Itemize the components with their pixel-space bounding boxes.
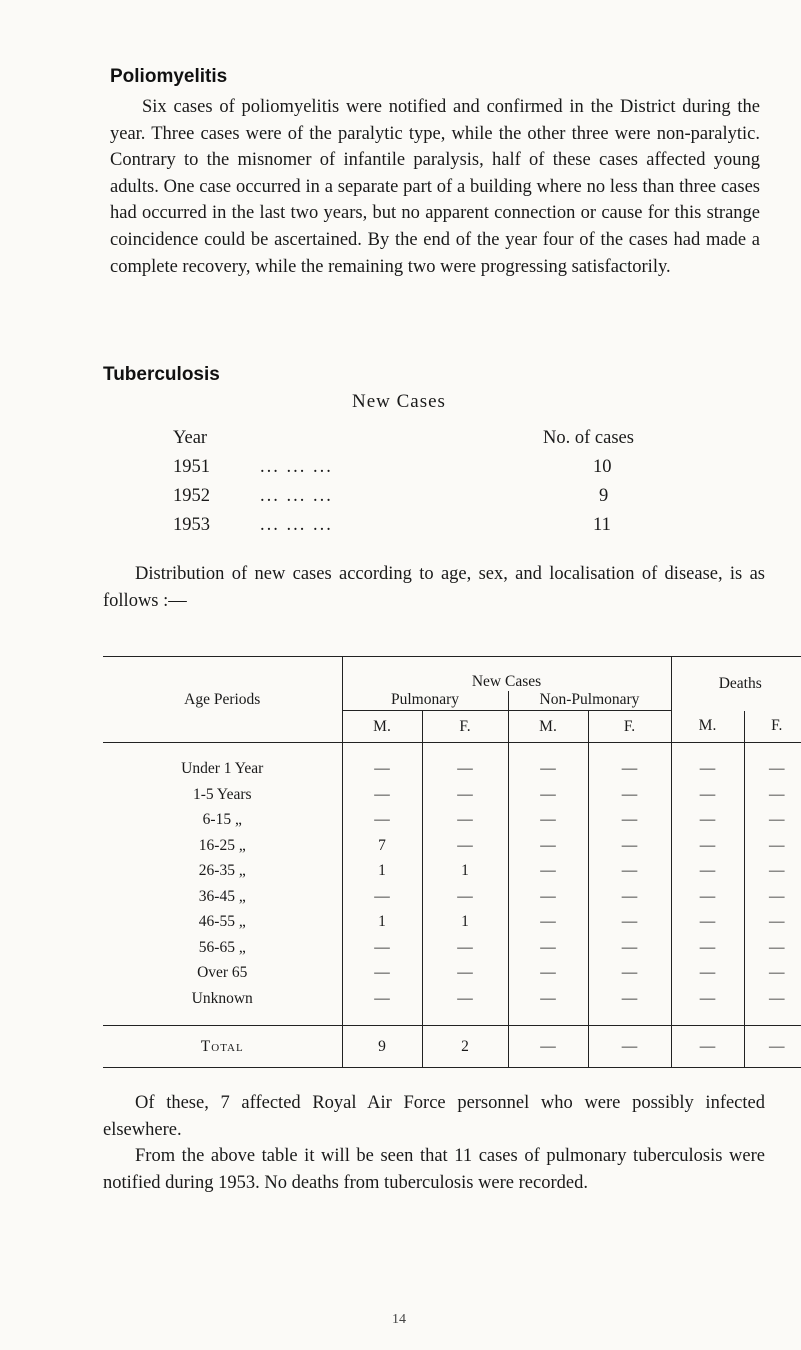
table-cell: — [744,757,801,783]
table-cell: — [374,887,390,905]
polio-paragraph: Six cases of poliomyelitis were notified and confirmed in the District during the year. Three cases were of the paralytic type, while the other three were non-paralytic. Contrary to the misnomer of infantile paralysis, half of these cases affected young adults. One case occurred in a separate part of a building where no less than three cases had occurred in the last two years, but no apparent connection or cause for this strange coincidence could be ascertained. By the end of the year four of the cases had made a complete recovery, while the remaining two were progressing satisfactorily. [110,97,760,277]
table-cell: — [744,986,801,1012]
tuberculosis-table [103,656,801,1068]
year-row [173,515,633,536]
table-cell: — [588,961,671,987]
total-row [103,1026,801,1068]
year-row [173,457,633,478]
table-cell: — [374,964,390,982]
table-cell: — [744,833,801,859]
table-cell: — [588,808,671,834]
table-cell: 1 [378,862,386,880]
table-cell: 1 [378,913,386,931]
table-cell: — [588,986,671,1012]
deaths-m-header: M. [671,711,744,743]
leader-dots: ... ... ... [260,486,333,506]
table-cell: — [671,986,744,1012]
deaths-header: Deaths [671,657,801,711]
year-header: Year [173,428,208,448]
table-cell: — [744,808,801,834]
table-row [103,910,801,936]
leader-dots: ... ... ... [260,515,333,535]
table-cell: — [374,760,390,778]
table-row [103,808,801,834]
table-cell: 1 [422,910,508,936]
table-cell: — [588,757,671,783]
table-cell: — [671,935,744,961]
year-value: 1952 [173,486,210,506]
table-cell: — [508,910,588,936]
table-cell: — [588,859,671,885]
non-pulmonary-m-header: M. [508,711,588,743]
new-cases-title: New Cases [352,391,446,412]
closing-paragraph-1: Of these, 7 affected Royal Air Force personnel who were possibly infected elsewhere. [103,1093,765,1140]
non-pulmonary-header: Non-Pulmonary [508,691,671,711]
total-cell: 2 [422,1026,508,1068]
table-cell: — [374,938,390,956]
page-number: 14 [392,1312,406,1327]
table-cell: — [508,833,588,859]
table-cell: — [744,961,801,987]
table-cell: — [422,833,508,859]
total-cell: — [508,1026,588,1068]
table-cell: — [671,884,744,910]
table-cell: — [744,884,801,910]
table-cell: — [508,808,588,834]
table-cell: — [588,935,671,961]
tb-heading: Tuberculosis [103,364,220,385]
age-period-cell: 46-55 „ [103,910,342,936]
closing-paragraph-2: From the above table it will be seen that 11 cases of pulmonary tuberculosis were notified during 1953. No deaths from tuberculosis were recorded. [103,1146,765,1193]
total-cell: — [744,1026,801,1068]
table-cell: — [508,859,588,885]
total-cell: — [588,1026,671,1068]
distribution-paragraph: Distribution of new cases according to age, sex, and localisation of disease, is as follows :— [103,564,765,611]
table-cell: — [374,785,390,803]
age-period-cell: 36-45 „ [103,884,342,910]
table-row [103,961,801,987]
non-pulmonary-f-header: F. [588,711,671,743]
polio-heading: Poliomyelitis [110,66,228,87]
table-cell: — [508,935,588,961]
age-period-cell: 6-15 „ [103,808,342,834]
pulmonary-header: Pulmonary [342,691,508,711]
case-count: 10 [593,457,612,477]
table-cell: — [744,782,801,808]
table-cell: — [671,833,744,859]
table-cell: — [374,989,390,1007]
table-cell: — [744,910,801,936]
age-period-cell: 56-65 „ [103,935,342,961]
table-cell: 7 [378,836,386,854]
table-cell: — [671,910,744,936]
table-cell: — [588,833,671,859]
table-row [103,986,801,1012]
table-cell: — [671,808,744,834]
table-cell: — [744,859,801,885]
leader-dots: ... ... ... [260,457,333,477]
table-cell: — [422,935,508,961]
age-period-cell: Over 65 [103,961,342,987]
table-cell: — [671,961,744,987]
table-cell: — [422,757,508,783]
case-count: 9 [599,486,609,506]
pulmonary-m-header: M. [342,711,422,743]
table-cell: — [671,757,744,783]
year-value: 1953 [173,515,210,535]
table-cell: — [422,961,508,987]
table-cell: 1 [422,859,508,885]
table-row [103,782,801,808]
deaths-f-header: F. [744,711,801,743]
case-count: 11 [593,515,611,535]
new-cases-header: New Cases [342,657,671,691]
total-cell: 9 [342,1026,422,1068]
table-cell: — [374,811,390,829]
table-cell: — [422,986,508,1012]
table-row [103,833,801,859]
table-cell: — [508,757,588,783]
count-header: No. of cases [543,428,634,448]
table-row [103,859,801,885]
table-cell: — [508,986,588,1012]
table-row [103,757,801,783]
table-cell: — [422,884,508,910]
total-cell: — [671,1026,744,1068]
age-period-cell: Unknown [103,986,342,1012]
table-row [103,935,801,961]
table-cell: — [588,884,671,910]
age-period-cell: 16-25 „ [103,833,342,859]
table-cell: — [671,859,744,885]
table-cell: — [422,782,508,808]
age-period-cell: 26-35 „ [103,859,342,885]
table-row [103,884,801,910]
age-period-cell: 1-5 Years [103,782,342,808]
table-cell: — [588,910,671,936]
table-cell: — [422,808,508,834]
table-cell: — [508,782,588,808]
table-cell: — [508,884,588,910]
age-period-cell: Under 1 Year [103,757,342,783]
table-cell: — [508,961,588,987]
table-cell: — [588,782,671,808]
year-value: 1951 [173,457,210,477]
pulmonary-f-header: F. [422,711,508,743]
table-body [103,757,801,1012]
total-label: Total [103,1026,342,1068]
table-cell: — [744,935,801,961]
age-periods-header: Age Periods [103,657,342,743]
table-cell: — [671,782,744,808]
year-row [173,486,633,507]
